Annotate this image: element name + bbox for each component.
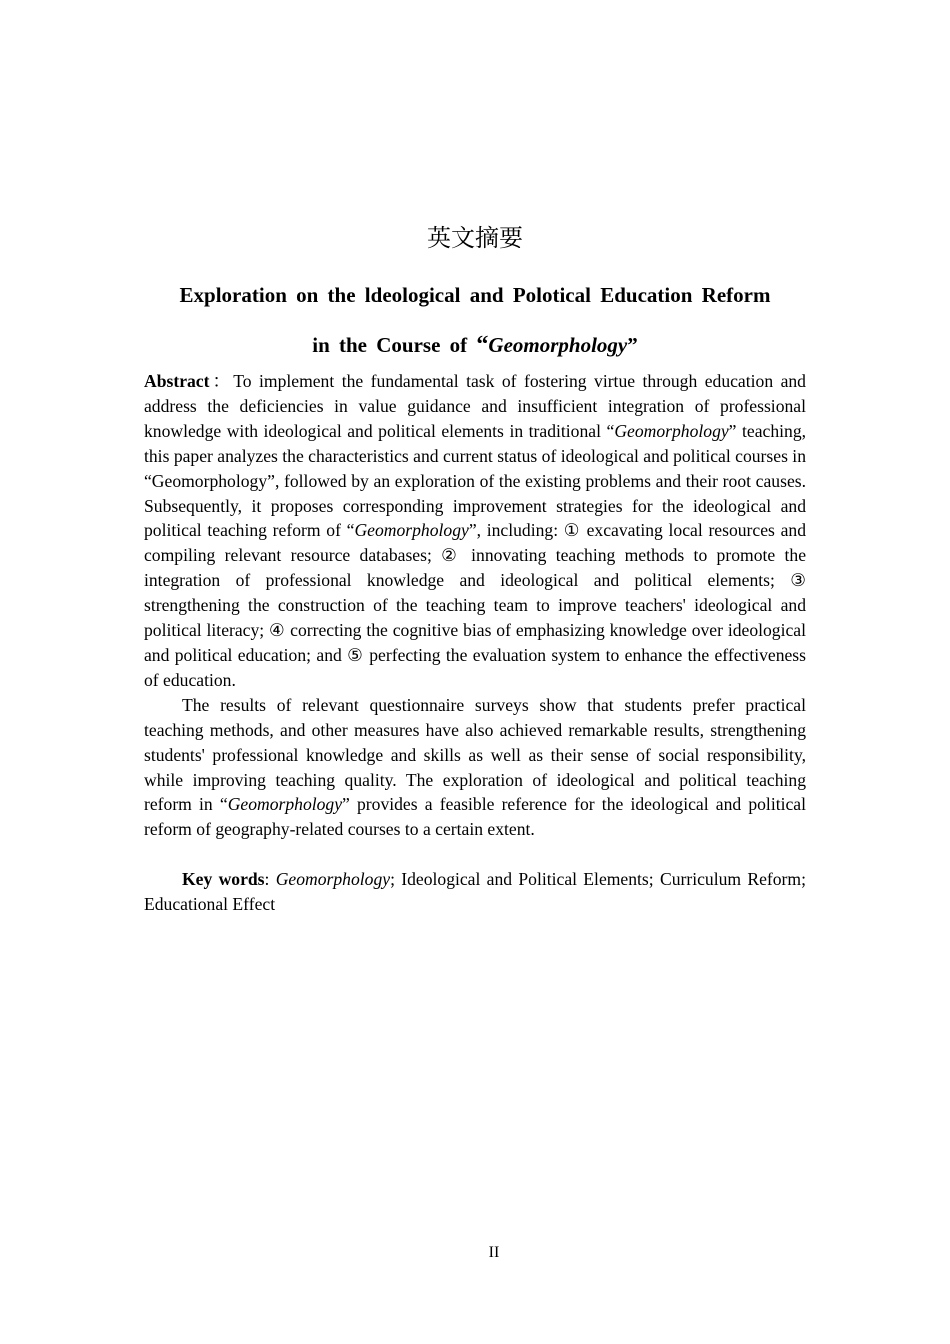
abstract-italic-term: Geomorphology <box>354 520 469 541</box>
abstract-text: ” teaching, this paper analyzes the characteristics and current status of ideological and political courses in “Geomorphology”, followed by an exploration of the existing problems and their root causes. Subsequently, it proposes corresponding improvement strategies for the ideological and political teaching reform of “ <box>144 420 807 541</box>
abstract-italic-term: Geomorphology <box>227 794 343 815</box>
abstract-text: ” provides a feasible reference for the ideological and political reform of geography-related courses to a certain extent. <box>144 794 806 840</box>
abstract-italic-term: Geomorphology <box>614 420 729 441</box>
abstract-body <box>144 369 806 917</box>
title-close-quote: ” <box>627 333 638 357</box>
keywords-separator: : <box>264 869 276 890</box>
keywords-paragraph <box>144 867 806 917</box>
title-open-quote: “ <box>476 332 489 358</box>
keyword-italic: Geomorphology <box>275 869 391 890</box>
abstract-label: Abstract <box>144 371 210 391</box>
abstract-label-separator: ： <box>209 371 234 391</box>
page-number: II <box>488 1244 500 1261</box>
keywords-label: Key words <box>182 869 265 890</box>
title-prefix: in the Course of <box>312 333 477 357</box>
abstract-text: The results of relevant questionnaire surveys show that students prefer practical teaching methods, and other measures have also achieved remarkable results, strengthening students' professional knowledge and skills as well as their sense of social responsibility, while improving teaching quality. The exploration of ideological and political teaching reform in “ <box>144 694 806 815</box>
chinese-section-heading: 英文摘要 <box>427 224 523 252</box>
keywords-rest: ; Ideological and Political Elements; Curriculum Reform; Educational Effect <box>144 869 806 915</box>
paper-title-line-1: Exploration on the ldeological and Polotical Education Reform <box>179 283 771 307</box>
paper-title-line-2 <box>144 331 806 359</box>
abstract-text: To implement the fundamental task of fostering virtue through education and address the deficiencies in value guidance and insufficient integration of professional knowledge with ideological and political elements in traditional “ <box>144 371 806 441</box>
abstract-paragraph-1 <box>144 369 806 693</box>
title-italic-term: Geomorphology <box>488 333 628 357</box>
abstract-text: ”, including: ① excavating local resources and compiling relevant resource databases; ② innovating teaching methods to promote the integration of professional knowledge and ideological and political elements; ③ strengthening the construction of the teaching team to improve teachers' ideological and political literacy; ④ correcting the cognitive bias of emphasizing knowledge over ideological and political education; and ⑤ perfecting the evaluation system to enhance the effectiveness of education. <box>144 520 807 690</box>
abstract-paragraph-2 <box>144 693 806 842</box>
